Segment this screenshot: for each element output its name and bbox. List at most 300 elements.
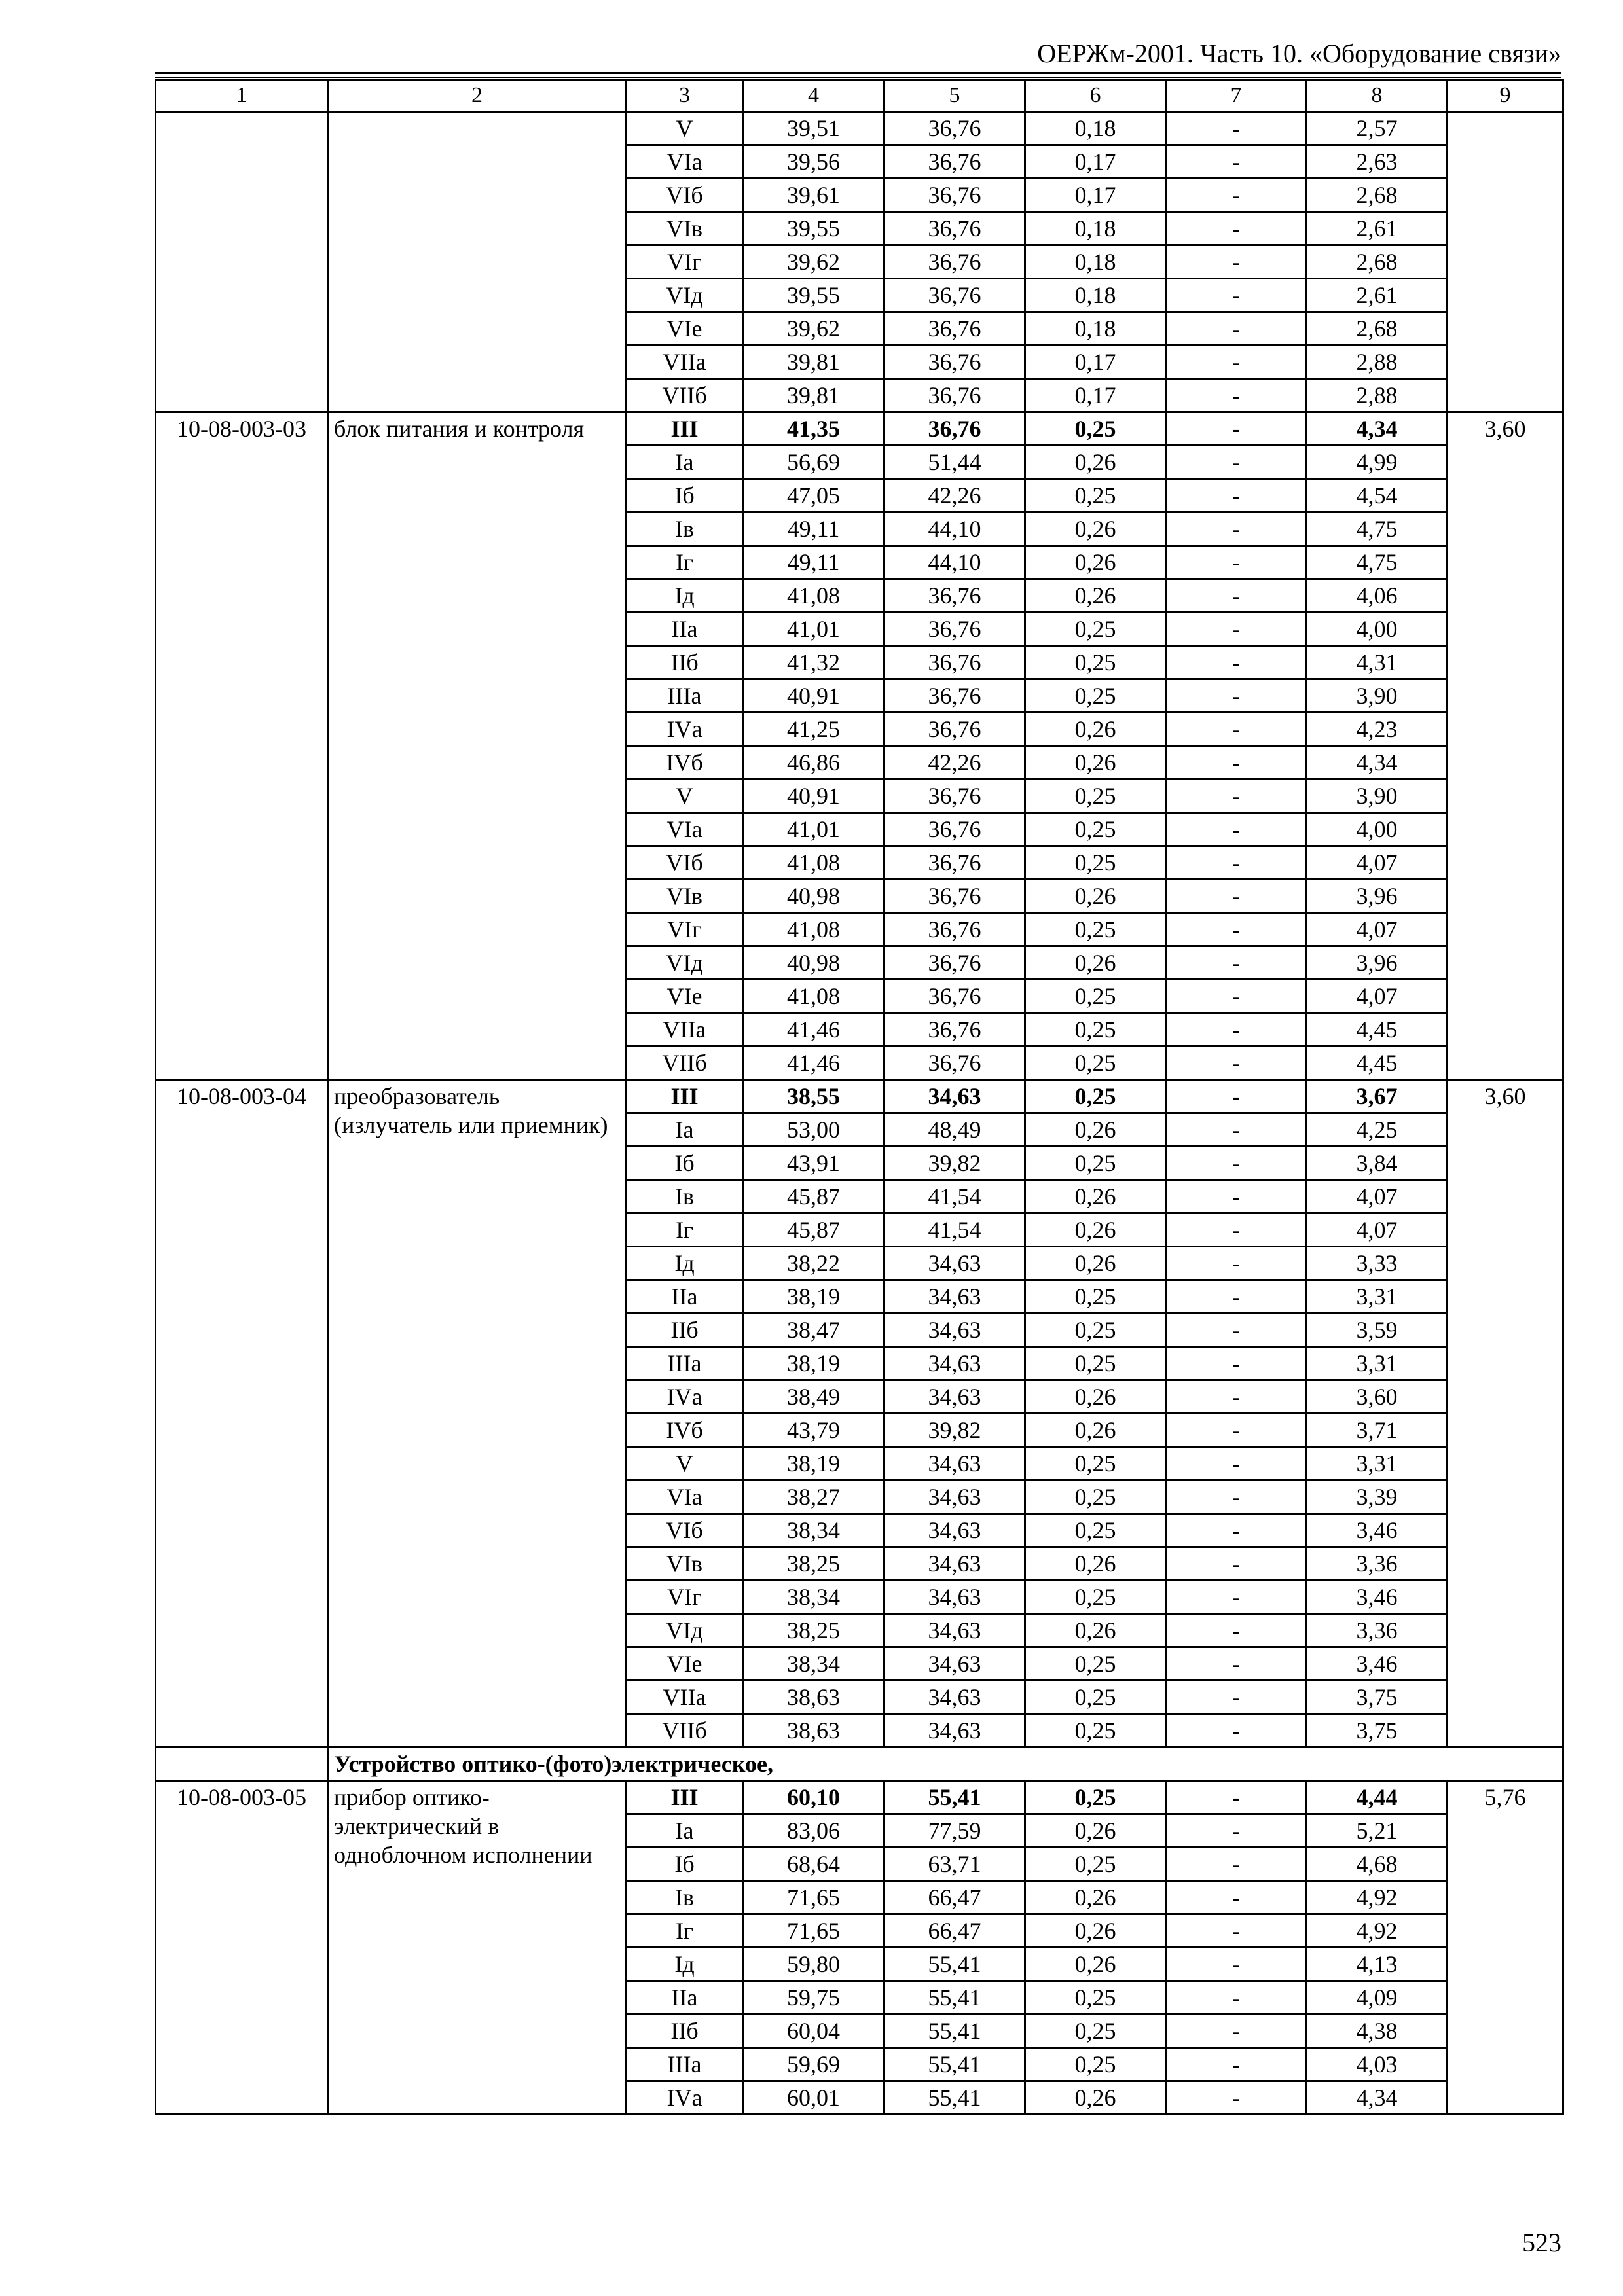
value-cell: 36,76 — [884, 312, 1025, 346]
value-cell: 36,76 — [884, 679, 1025, 713]
value-cell: 36,76 — [884, 946, 1025, 980]
value-cell: Iд — [627, 579, 743, 613]
value-cell: 0,25 — [1025, 646, 1166, 679]
value-cell: 36,76 — [884, 579, 1025, 613]
rate-code: 10-08-003-04 — [156, 1080, 328, 1748]
value-cell: VIа — [627, 1480, 743, 1514]
value-cell: 3,46 — [1307, 1647, 1448, 1681]
value-cell: Iв — [627, 1180, 743, 1213]
value-cell: 0,26 — [1025, 546, 1166, 579]
value-cell: 41,46 — [743, 1047, 884, 1080]
value-cell: 0,25 — [1025, 1581, 1166, 1614]
value-cell: Iб — [627, 1147, 743, 1180]
value-cell: 0,25 — [1025, 1013, 1166, 1047]
value-cell: 45,87 — [743, 1213, 884, 1247]
value-cell: 4,34 — [1307, 2081, 1448, 2115]
value-cell: - — [1166, 1447, 1307, 1480]
value-cell: 0,25 — [1025, 1314, 1166, 1347]
value-cell: - — [1166, 679, 1307, 713]
value-cell: - — [1166, 546, 1307, 579]
column-9-value: 3,60 — [1448, 412, 1563, 1080]
value-cell: 41,08 — [743, 980, 884, 1013]
value-cell: 2,88 — [1307, 379, 1448, 412]
value-cell: 34,63 — [884, 1647, 1025, 1681]
value-cell: - — [1166, 1914, 1307, 1948]
value-cell: 44,10 — [884, 512, 1025, 546]
value-cell: 55,41 — [884, 1948, 1025, 1981]
value-cell: IIа — [627, 613, 743, 646]
value-cell: 41,08 — [743, 846, 884, 880]
value-cell: 48,49 — [884, 1113, 1025, 1147]
value-cell: 0,25 — [1025, 1681, 1166, 1714]
value-cell: - — [1166, 946, 1307, 980]
value-cell: 0,26 — [1025, 713, 1166, 746]
value-cell: 36,76 — [884, 279, 1025, 312]
value-cell: 0,18 — [1025, 212, 1166, 245]
column-9-value — [1448, 112, 1563, 412]
value-cell: 0,25 — [1025, 813, 1166, 846]
rate-name: блок питания и контроля — [328, 412, 627, 1080]
value-cell: IIб — [627, 2015, 743, 2048]
column-number-8: 8 — [1307, 80, 1448, 112]
value-cell: Iа — [627, 1113, 743, 1147]
table-row — [156, 112, 1563, 145]
value-cell: 3,90 — [1307, 780, 1448, 813]
value-cell: 71,65 — [743, 1881, 884, 1914]
value-cell: - — [1166, 846, 1307, 880]
value-cell: - — [1166, 179, 1307, 212]
value-cell: 0,26 — [1025, 1247, 1166, 1280]
value-cell: VIг — [627, 1581, 743, 1614]
value-cell: - — [1166, 346, 1307, 379]
value-cell: - — [1166, 1514, 1307, 1547]
value-cell: III — [627, 1781, 743, 1814]
value-cell: 0,25 — [1025, 1714, 1166, 1748]
value-cell: 4,07 — [1307, 913, 1448, 946]
value-cell: VIе — [627, 312, 743, 346]
value-cell: VIIб — [627, 1714, 743, 1748]
value-cell: 34,63 — [884, 1347, 1025, 1380]
value-cell: VIв — [627, 880, 743, 913]
section-code-cell — [156, 1748, 328, 1781]
value-cell: 55,41 — [884, 2015, 1025, 2048]
value-cell: 4,00 — [1307, 613, 1448, 646]
value-cell: 63,71 — [884, 1848, 1025, 1881]
value-cell: 0,25 — [1025, 1647, 1166, 1681]
value-cell: 56,69 — [743, 446, 884, 479]
value-cell: - — [1166, 1347, 1307, 1380]
value-cell: 0,25 — [1025, 1848, 1166, 1881]
rate-name: преобразователь (излучатель или приемник) — [328, 1080, 627, 1748]
value-cell: VIе — [627, 980, 743, 1013]
value-cell: 0,26 — [1025, 1414, 1166, 1447]
value-cell: 0,25 — [1025, 980, 1166, 1013]
table-row — [156, 412, 1563, 446]
value-cell: - — [1166, 446, 1307, 479]
column-number-9: 9 — [1448, 80, 1563, 112]
value-cell: 0,26 — [1025, 1914, 1166, 1948]
value-cell: 60,04 — [743, 2015, 884, 2048]
value-cell: 38,34 — [743, 1514, 884, 1547]
value-cell: Iв — [627, 512, 743, 546]
value-cell: 41,01 — [743, 813, 884, 846]
value-cell: Iг — [627, 1213, 743, 1247]
value-cell: 4,07 — [1307, 980, 1448, 1013]
value-cell: 0,18 — [1025, 279, 1166, 312]
value-cell: - — [1166, 813, 1307, 846]
value-cell: 39,61 — [743, 179, 884, 212]
value-cell: 38,25 — [743, 1547, 884, 1581]
value-cell: - — [1166, 112, 1307, 145]
value-cell: 34,63 — [884, 1714, 1025, 1748]
value-cell: - — [1166, 1714, 1307, 1748]
value-cell: VIб — [627, 1514, 743, 1547]
value-cell: - — [1166, 1681, 1307, 1714]
value-cell: 42,26 — [884, 479, 1025, 512]
value-cell: 0,17 — [1025, 346, 1166, 379]
value-cell: 0,18 — [1025, 312, 1166, 346]
value-cell: 39,62 — [743, 312, 884, 346]
value-cell: - — [1166, 145, 1307, 179]
rate-name — [328, 112, 627, 412]
value-cell: 39,81 — [743, 379, 884, 412]
value-cell: 4,75 — [1307, 512, 1448, 546]
value-cell: VIб — [627, 846, 743, 880]
value-cell: 41,01 — [743, 613, 884, 646]
value-cell: 36,76 — [884, 780, 1025, 813]
value-cell: - — [1166, 613, 1307, 646]
value-cell: - — [1166, 279, 1307, 312]
value-cell: 0,25 — [1025, 1480, 1166, 1514]
value-cell: 0,26 — [1025, 1814, 1166, 1848]
value-cell: - — [1166, 2015, 1307, 2048]
value-cell: 0,25 — [1025, 1981, 1166, 2015]
value-cell: 0,26 — [1025, 1547, 1166, 1581]
value-cell: 34,63 — [884, 1447, 1025, 1480]
value-cell: VIд — [627, 279, 743, 312]
value-cell: 39,62 — [743, 245, 884, 279]
value-cell: V — [627, 780, 743, 813]
value-cell: Iг — [627, 1914, 743, 1948]
value-cell: 34,63 — [884, 1480, 1025, 1514]
value-cell: 39,82 — [884, 1147, 1025, 1180]
value-cell: 0,25 — [1025, 1347, 1166, 1380]
value-cell: IVб — [627, 1414, 743, 1447]
value-cell: 0,25 — [1025, 2048, 1166, 2081]
column-number-1: 1 — [156, 80, 328, 112]
value-cell: 4,03 — [1307, 2048, 1448, 2081]
value-cell: - — [1166, 1147, 1307, 1180]
value-cell: - — [1166, 1948, 1307, 1981]
value-cell: 60,01 — [743, 2081, 884, 2115]
column-number-3: 3 — [627, 80, 743, 112]
value-cell: 41,08 — [743, 913, 884, 946]
value-cell: 3,96 — [1307, 880, 1448, 913]
value-cell: 36,76 — [884, 145, 1025, 179]
value-cell: 43,91 — [743, 1147, 884, 1180]
value-cell: 3,31 — [1307, 1280, 1448, 1314]
value-cell: Iв — [627, 1881, 743, 1914]
value-cell: 38,34 — [743, 1581, 884, 1614]
value-cell: - — [1166, 713, 1307, 746]
value-cell: 49,11 — [743, 546, 884, 579]
value-cell: 36,76 — [884, 846, 1025, 880]
value-cell: - — [1166, 312, 1307, 346]
value-cell: 0,25 — [1025, 679, 1166, 713]
value-cell: III — [627, 1080, 743, 1113]
value-cell: - — [1166, 780, 1307, 813]
value-cell: 3,46 — [1307, 1581, 1448, 1614]
value-cell: 38,63 — [743, 1681, 884, 1714]
value-cell: - — [1166, 1047, 1307, 1080]
column-number-6: 6 — [1025, 80, 1166, 112]
value-cell: 36,76 — [884, 980, 1025, 1013]
value-cell: 41,54 — [884, 1180, 1025, 1213]
value-cell: 55,41 — [884, 1981, 1025, 2015]
value-cell: 0,26 — [1025, 1380, 1166, 1414]
value-cell: 4,54 — [1307, 479, 1448, 512]
value-cell: 34,63 — [884, 1681, 1025, 1714]
value-cell: 0,26 — [1025, 579, 1166, 613]
value-cell: 0,18 — [1025, 245, 1166, 279]
value-cell: 3,31 — [1307, 1347, 1448, 1380]
value-cell: 36,76 — [884, 212, 1025, 245]
value-cell: 3,71 — [1307, 1414, 1448, 1447]
column-number-4: 4 — [743, 80, 884, 112]
value-cell: 36,76 — [884, 112, 1025, 145]
value-cell: 36,76 — [884, 713, 1025, 746]
value-cell: 53,00 — [743, 1113, 884, 1147]
value-cell: VIб — [627, 179, 743, 212]
value-cell: 36,76 — [884, 412, 1025, 446]
value-cell: 4,92 — [1307, 1914, 1448, 1948]
value-cell: 2,68 — [1307, 312, 1448, 346]
section-row — [156, 1748, 1563, 1781]
value-cell: III — [627, 412, 743, 446]
value-cell: 4,45 — [1307, 1047, 1448, 1080]
column-9-value: 3,60 — [1448, 1080, 1563, 1748]
value-cell: 4,09 — [1307, 1981, 1448, 2015]
value-cell: IVа — [627, 713, 743, 746]
value-cell: 38,19 — [743, 1447, 884, 1480]
value-cell: 0,25 — [1025, 479, 1166, 512]
value-cell: 34,63 — [884, 1080, 1025, 1113]
value-cell: 0,26 — [1025, 1213, 1166, 1247]
value-cell: 47,05 — [743, 479, 884, 512]
rates-table-container — [155, 79, 1562, 2115]
value-cell: 38,63 — [743, 1714, 884, 1748]
value-cell: VIд — [627, 1614, 743, 1647]
value-cell: 36,76 — [884, 379, 1025, 412]
value-cell: VIе — [627, 1647, 743, 1681]
rates-table — [155, 79, 1564, 2115]
value-cell: 3,60 — [1307, 1380, 1448, 1414]
value-cell: - — [1166, 579, 1307, 613]
value-cell: VIIа — [627, 1013, 743, 1047]
rates-table-body — [156, 80, 1563, 2115]
column-number-2: 2 — [328, 80, 627, 112]
value-cell: Iд — [627, 1948, 743, 1981]
value-cell: 66,47 — [884, 1881, 1025, 1914]
value-cell: - — [1166, 212, 1307, 245]
value-cell: 34,63 — [884, 1280, 1025, 1314]
value-cell: VIв — [627, 212, 743, 245]
value-cell: - — [1166, 880, 1307, 913]
value-cell: 0,25 — [1025, 2015, 1166, 2048]
value-cell: 39,81 — [743, 346, 884, 379]
value-cell: 2,68 — [1307, 245, 1448, 279]
value-cell: - — [1166, 1814, 1307, 1848]
value-cell: VIIб — [627, 1047, 743, 1080]
value-cell: 46,86 — [743, 746, 884, 780]
value-cell: - — [1166, 1614, 1307, 1647]
value-cell: 0,26 — [1025, 946, 1166, 980]
header-rule-thin — [155, 77, 1561, 78]
value-cell: - — [1166, 980, 1307, 1013]
value-cell: IIIа — [627, 2048, 743, 2081]
value-cell: 38,34 — [743, 1647, 884, 1681]
value-cell: - — [1166, 1881, 1307, 1914]
value-cell: - — [1166, 913, 1307, 946]
value-cell: 39,82 — [884, 1414, 1025, 1447]
value-cell: 38,47 — [743, 1314, 884, 1347]
value-cell: 2,61 — [1307, 212, 1448, 245]
value-cell: VIв — [627, 1547, 743, 1581]
section-title: Устройство оптико-(фото)электрическое, — [328, 1748, 1563, 1781]
value-cell: 4,68 — [1307, 1848, 1448, 1881]
value-cell: 0,25 — [1025, 1047, 1166, 1080]
value-cell: 36,76 — [884, 245, 1025, 279]
value-cell: 4,44 — [1307, 1781, 1448, 1814]
value-cell: 36,76 — [884, 179, 1025, 212]
value-cell: Iа — [627, 446, 743, 479]
value-cell: 4,31 — [1307, 646, 1448, 679]
value-cell: 38,19 — [743, 1280, 884, 1314]
value-cell: - — [1166, 1480, 1307, 1514]
value-cell: 34,63 — [884, 1514, 1025, 1547]
value-cell: 0,18 — [1025, 112, 1166, 145]
value-cell: 36,76 — [884, 346, 1025, 379]
value-cell: 0,25 — [1025, 846, 1166, 880]
value-cell: - — [1166, 1547, 1307, 1581]
value-cell: 0,26 — [1025, 746, 1166, 780]
value-cell: Iа — [627, 1814, 743, 1848]
value-cell: VIг — [627, 245, 743, 279]
value-cell: 34,63 — [884, 1614, 1025, 1647]
value-cell: 4,23 — [1307, 713, 1448, 746]
page-header: ОЕРЖм-2001. Часть 10. «Оборудование связи» — [1037, 39, 1561, 68]
value-cell: 36,76 — [884, 1013, 1025, 1047]
value-cell: 3,75 — [1307, 1714, 1448, 1748]
value-cell: IIа — [627, 1981, 743, 2015]
value-cell: 2,68 — [1307, 179, 1448, 212]
value-cell: 39,56 — [743, 145, 884, 179]
value-cell: 3,59 — [1307, 1314, 1448, 1347]
value-cell: 51,44 — [884, 446, 1025, 479]
value-cell: 41,54 — [884, 1213, 1025, 1247]
value-cell: - — [1166, 2081, 1307, 2115]
value-cell: 66,47 — [884, 1914, 1025, 1948]
value-cell: Iд — [627, 1247, 743, 1280]
value-cell: - — [1166, 1180, 1307, 1213]
column-9-value: 5,76 — [1448, 1781, 1563, 2115]
value-cell: 0,25 — [1025, 1147, 1166, 1180]
value-cell: IIб — [627, 646, 743, 679]
value-cell: 0,26 — [1025, 2081, 1166, 2115]
value-cell: 55,41 — [884, 2048, 1025, 2081]
value-cell: 4,00 — [1307, 813, 1448, 846]
value-cell: 3,36 — [1307, 1614, 1448, 1647]
value-cell: 77,59 — [884, 1814, 1025, 1848]
value-cell: 83,06 — [743, 1814, 884, 1848]
value-cell: 41,35 — [743, 412, 884, 446]
value-cell: VIа — [627, 145, 743, 179]
value-cell: - — [1166, 412, 1307, 446]
value-cell: 41,46 — [743, 1013, 884, 1047]
value-cell: 38,19 — [743, 1347, 884, 1380]
value-cell: 2,63 — [1307, 145, 1448, 179]
value-cell: 59,75 — [743, 1981, 884, 2015]
value-cell: 2,88 — [1307, 346, 1448, 379]
value-cell: 0,25 — [1025, 1080, 1166, 1113]
value-cell: 42,26 — [884, 746, 1025, 780]
value-cell: 3,33 — [1307, 1247, 1448, 1280]
value-cell: 40,98 — [743, 880, 884, 913]
value-cell: - — [1166, 379, 1307, 412]
value-cell: 0,26 — [1025, 1614, 1166, 1647]
value-cell: 40,91 — [743, 679, 884, 713]
value-cell: 55,41 — [884, 2081, 1025, 2115]
value-cell: 5,21 — [1307, 1814, 1448, 1848]
value-cell: 4,99 — [1307, 446, 1448, 479]
value-cell: V — [627, 1447, 743, 1480]
value-cell: 0,25 — [1025, 1447, 1166, 1480]
value-cell: 4,45 — [1307, 1013, 1448, 1047]
value-cell: 34,63 — [884, 1380, 1025, 1414]
value-cell: - — [1166, 746, 1307, 780]
value-cell: 2,57 — [1307, 112, 1448, 145]
value-cell: 4,34 — [1307, 746, 1448, 780]
value-cell: 4,13 — [1307, 1948, 1448, 1981]
value-cell: - — [1166, 1213, 1307, 1247]
value-cell: 71,65 — [743, 1914, 884, 1948]
value-cell: 0,25 — [1025, 913, 1166, 946]
value-cell: 38,55 — [743, 1080, 884, 1113]
column-number-row — [156, 80, 1563, 112]
value-cell: VIIа — [627, 1681, 743, 1714]
value-cell: 38,22 — [743, 1247, 884, 1280]
value-cell: IVб — [627, 746, 743, 780]
value-cell: 36,76 — [884, 613, 1025, 646]
page-number: 523 — [1522, 2228, 1561, 2257]
value-cell: 0,17 — [1025, 179, 1166, 212]
value-cell: 0,26 — [1025, 1113, 1166, 1147]
value-cell: - — [1166, 1981, 1307, 2015]
value-cell: - — [1166, 512, 1307, 546]
value-cell: 0,26 — [1025, 1180, 1166, 1213]
value-cell: 0,26 — [1025, 1881, 1166, 1914]
value-cell: 3,75 — [1307, 1681, 1448, 1714]
value-cell: 0,25 — [1025, 1781, 1166, 1814]
value-cell: - — [1166, 1280, 1307, 1314]
value-cell: 4,75 — [1307, 546, 1448, 579]
header-rule — [155, 72, 1561, 74]
value-cell: 43,79 — [743, 1414, 884, 1447]
value-cell: Iг — [627, 546, 743, 579]
value-cell: 4,25 — [1307, 1113, 1448, 1147]
value-cell: 39,51 — [743, 112, 884, 145]
value-cell: 59,80 — [743, 1948, 884, 1981]
